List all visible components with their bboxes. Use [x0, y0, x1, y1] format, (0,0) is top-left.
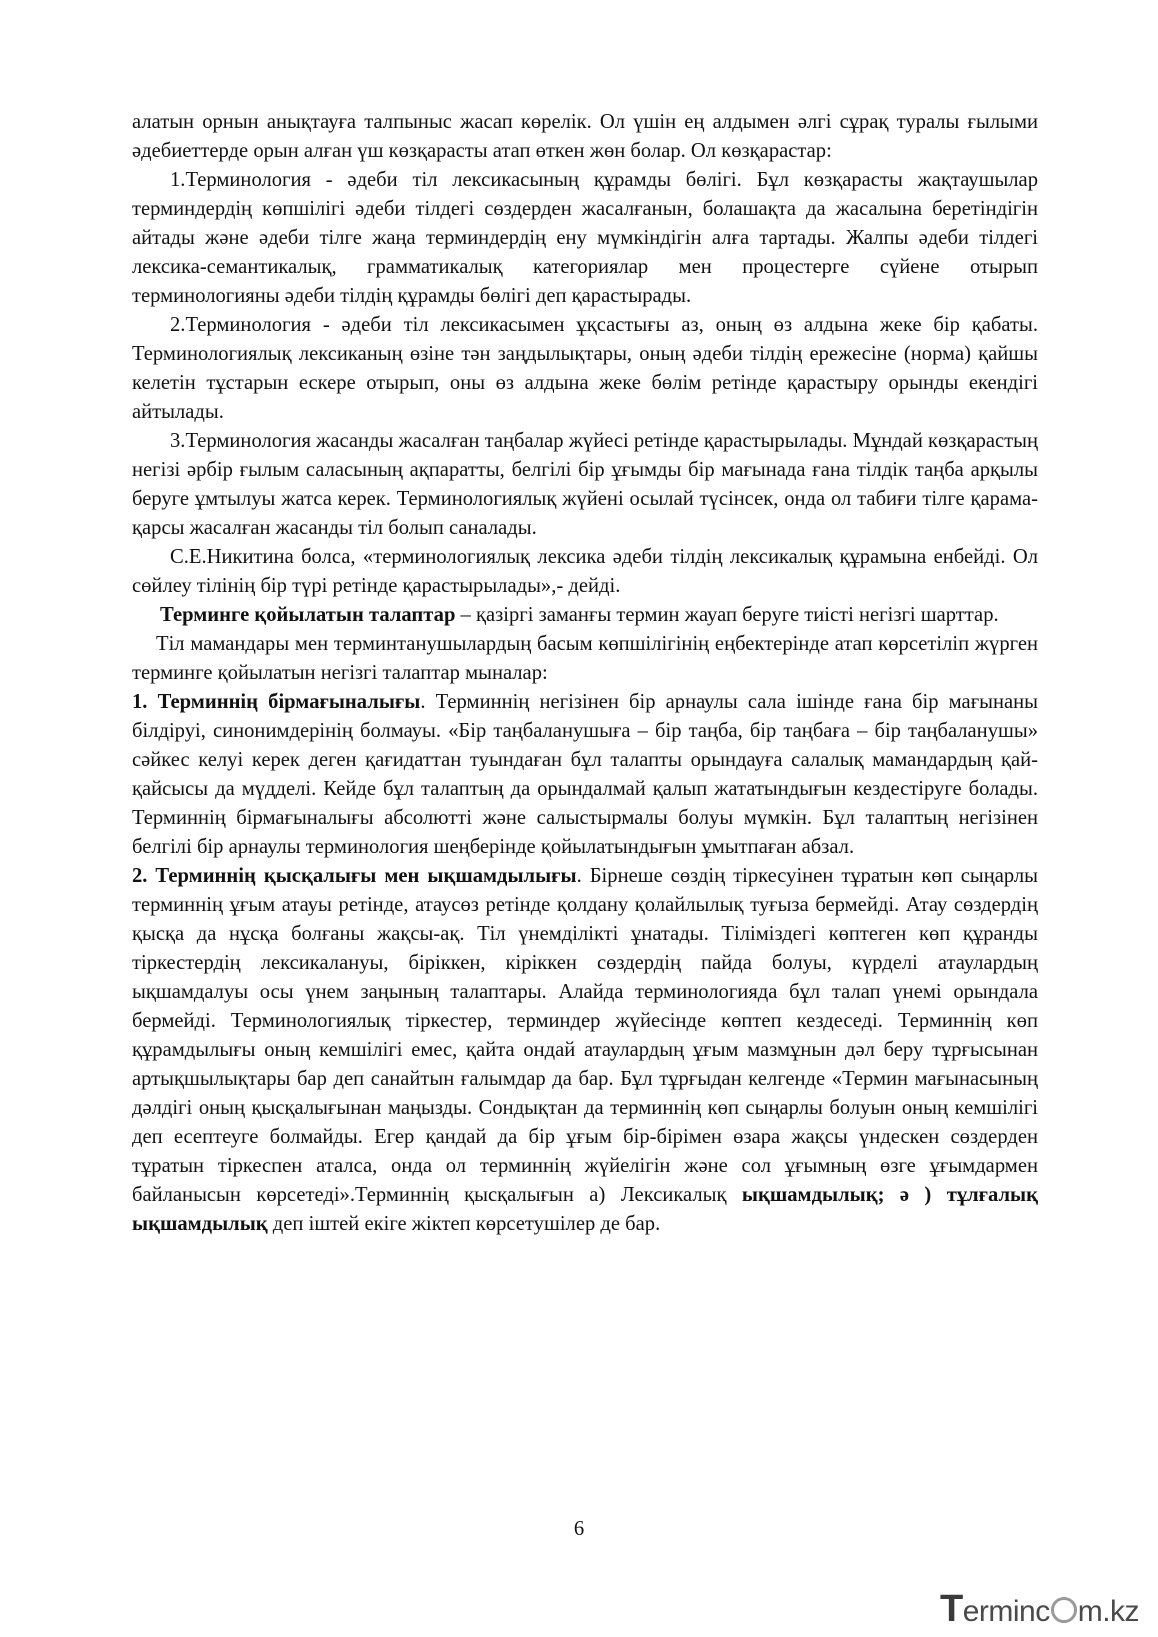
logo-text: erminc [962, 1595, 1050, 1628]
paragraph [132, 166, 1038, 311]
bold-term: ықшамдылық; ә ) тұлғалық ықшамдылық [132, 1184, 1038, 1235]
text-run: Тіл мамандары мен терминтанушылардың басым көпшілігінің еңбектерінде атап көрсетіліп жүрген терминге қойылатын негізгі талаптар мыналар: [132, 633, 1038, 684]
text-run: 2.Терминология - әдеби тіл лексикасымен ұқсастығы аз, оның өз алдына жеке бір қабаты. Терминологиялық лексиканың өзіне тән заңдылықтары, оның әдеби тілдің ережесіне (норма) қайшы келетін тұстарын ескере отырып, оны өз алдына жеке бөлім ретінде қарастыру орынды екендігі айтылады. [132, 314, 1038, 423]
page-body [132, 108, 1038, 1239]
text-run: . Терминнің негізінен бір арнаулы сала ішінде ғана бір мағынаны білдіруі, синонимдерінің болмауы. «Бір таңбаланушыға – бір таңба, бір таңбаға – бір таңбаланушы» сәйкес келуі керек деген қағидаттан туындаған бұл талапты орындауға салалық мамандардың қай-қайсысы да мүдделі. Кейде бұл талаптың да орындалмай қалып жататындығын кездестіруге болады. Терминнің бірмағыналығы абсолютті және салыстырмалы болуы мүмкін. Бұл талаптың негізінен белгілі бір арнаулы терминология шеңберінде қойылатындығын ұмытпаған абзал. [132, 691, 1038, 858]
logo-first-letter: T [940, 1588, 963, 1630]
paragraph [132, 543, 1038, 601]
bold-term: 1. Терминнің бірмағыналығы [132, 691, 421, 713]
paragraph [132, 311, 1038, 427]
paragraph [132, 630, 1038, 688]
text-run: деп іштей екіге жіктеп көрсетушілер де бар. [267, 1213, 661, 1235]
text-run: 3.Терминология жасанды жасалған таңбалар жүйесі ретінде қарастырылады. Мұндай көзқарастың негізі әрбір ғылым саласының ақпаратты, белгілі бір ұғымды бір мағынада ғана тілдік таңба арқылы беруге ұмтылуы жатса керек. Терминологиялық жүйені осылай түсінсек, онда ол табиғи тілге қарама-қарсы жасалған жасанды тіл болып саналады. [132, 430, 1039, 539]
paragraph [132, 427, 1038, 543]
logo-text-end: m.kz [1077, 1595, 1140, 1628]
text-run: – қазіргі заманғы термин жауап беруге тиісті негізгі шарттар. [455, 604, 999, 626]
page-number: 6 [573, 1518, 585, 1540]
logo-ring-icon [1051, 1597, 1077, 1623]
bold-term: 2. Терминнің қысқалығы мен ықшамдылығы [132, 865, 577, 887]
text-run: 1.Терминология - әдеби тіл лексикасының құрамды бөлігі. Бұл көзқарасты жақтаушылар терминдердің көпшілігі әдеби тілдегі сөздерден жасалғанын, болашақта да жасалына беретіндігін айтады және әдеби тілге жаңа терминдердің ену мүмкіндігін алға тартады. Жалпы әдеби тілдегі лексика-семантикалық, грамматикалық категориялар мен процестерге сүйене отырып терминологияны әдеби тілдің құрамды бөлігі деп қарастырады. [132, 169, 1038, 307]
paragraph [132, 688, 1038, 862]
paragraph [132, 108, 1038, 166]
site-logo[interactable] [940, 1588, 1139, 1631]
paragraph [132, 601, 1038, 630]
text-run: . Бірнеше сөздің тіркесуінен тұратын көп сыңарлы терминнің ұғым атауы ретінде, атаусөз ретінде қолдану қолайлылық туғыза бермейді. Атау сөздердің қысқа да нұсқа болғаны жақсы-ақ. Тіл үнемділікті ұнатады. Тіліміздегі көптеген көп құранды тіркестердің лексикалануы, біріккен, кіріккен сөздердің пайда болуы, күрделі атаулардың ықшамдалуы осы үнем заңының талаптары. Алайда терминологияда бұл талап үнемі орындала бермейді. Терминологиялық тіркестер, терминдер жүйесінде көптеп кездеседі. Терминнің көп құрамдылығы оның кемшілігі емес, қайта ондай атаулардың ұғым мазмұнын дәл беру тұрғысынан артықшылықтары бар деп санайтын ғалымдар да бар. Бұл тұрғыдан келгенде «Термин мағынасының дәлдігі оның қысқалығынан маңызды. Сондықтан да терминнің көп сыңарлы болуын оның кемшілігі деп есептеуге болмайды. Егер қандай да бір ұғым бір-бірімен өзара жақсы үндескен сөздерден тұратын тіркеспен аталса, онда ол терминнің жүйелігін және сол ұғымның өзге ұғымдармен байланысын көрсетеді».Терминнің қысқалығын а) Лексикалық [132, 865, 1038, 1206]
text-run: С.Е.Никитина болса, «терминологиялық лексика әдеби тілдің лексикалық құрамына енбейді. Ол сөйлеу тілінің бір түрі ретінде қарастырылады»,- дейді. [132, 546, 1038, 597]
paragraph [132, 862, 1038, 1239]
bold-term: Терминге қойылатын талаптар [160, 604, 456, 626]
text-run: алатын орнын анықтауға талпыныс жасап көрелік. Ол үшін ең алдымен әлгі сұрақ туралы ғылыми әдебиеттерде орын алған үш көзқарасты атап өткен жөн болар. Ол көзқарастар: [132, 111, 1038, 162]
